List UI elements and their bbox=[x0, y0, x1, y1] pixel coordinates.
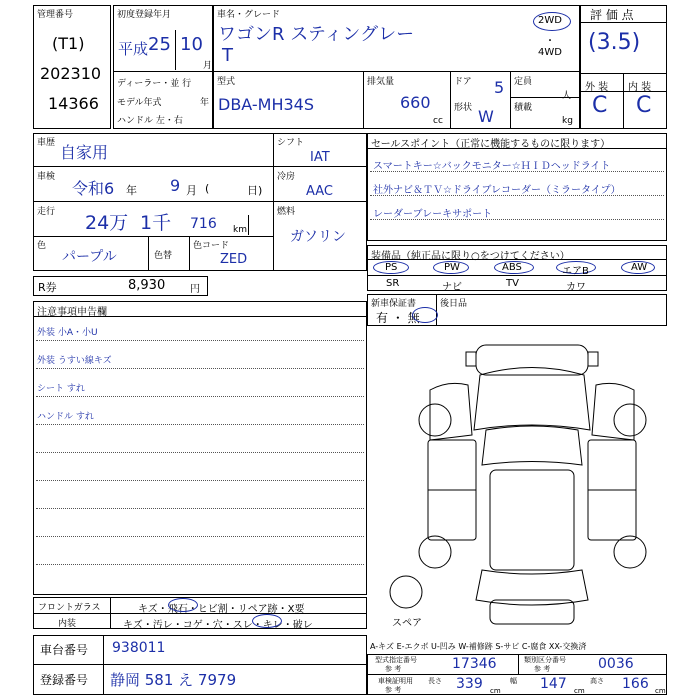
interior-damage-label: 内装 bbox=[58, 619, 77, 629]
displacement-value: 660 bbox=[400, 93, 431, 112]
first-reg-month: 10 bbox=[180, 34, 203, 55]
note-line: ハンドル すれ bbox=[37, 412, 94, 422]
inspection-era: 令和6 bbox=[72, 179, 115, 198]
first-reg-era: 平成 bbox=[118, 40, 149, 58]
mgmt-label: 管理番号 bbox=[37, 10, 74, 20]
class-label: 類別区分番号 bbox=[524, 656, 566, 664]
notes-title: 注意事項申告欄 bbox=[37, 307, 107, 318]
mileage-sen: 1千 bbox=[140, 212, 172, 234]
first-reg-year: 25 bbox=[148, 34, 171, 55]
exterior-grade: C bbox=[592, 93, 608, 118]
mileage-man: 24万 bbox=[85, 212, 129, 234]
car-grade: T bbox=[222, 45, 233, 66]
load-label: 積載 bbox=[514, 103, 533, 113]
cc-unit: cc bbox=[433, 116, 443, 126]
length-unit: cm bbox=[490, 687, 501, 695]
capacity-label: 定員 bbox=[514, 77, 533, 87]
front-glass-label: フロントガラス bbox=[38, 603, 101, 613]
scuff-circle bbox=[252, 614, 282, 628]
equip-leather: カワ bbox=[566, 282, 586, 293]
shape-value: W bbox=[478, 107, 494, 126]
first-reg-label: 初度登録年月 bbox=[117, 10, 172, 20]
type-designation-sub: 参 考 bbox=[385, 665, 402, 673]
shape-label: 形状 bbox=[454, 103, 473, 113]
model-year-unit: 年 bbox=[200, 98, 210, 108]
height-label: 高さ bbox=[590, 677, 604, 685]
exterior-label: 外 装 bbox=[585, 82, 609, 93]
registration-value: 静岡 581 え 7979 bbox=[110, 671, 237, 689]
color-value: パープル bbox=[62, 249, 117, 265]
interior-label: 内 装 bbox=[628, 82, 652, 93]
model-year-label: モデル年式 bbox=[117, 98, 162, 108]
registration-label: 登録番号 bbox=[40, 673, 89, 687]
score-label: 評 価 点 bbox=[590, 8, 634, 22]
chassis-label: 車台番号 bbox=[40, 643, 89, 657]
front-glass-value: キズ・飛石・ヒビ割・リペア跡・X要 bbox=[138, 604, 305, 615]
car-diagram bbox=[368, 330, 667, 630]
door-label: ドア bbox=[454, 77, 472, 87]
class-value: 0036 bbox=[598, 656, 634, 672]
equipment-title: 装備品（純正品に限り○をつけてください） bbox=[371, 251, 570, 262]
sales-points-title: セールスポイント（正常に機能するものに限ります） bbox=[371, 139, 611, 150]
month-unit: 月 bbox=[203, 61, 213, 71]
mileage-rest: 716 bbox=[190, 216, 217, 232]
cert-sub: 参 考 bbox=[385, 686, 402, 694]
drive-2wd: 2WD bbox=[538, 15, 562, 26]
damage-legend: A-キズ E-エクボ U-凹み W-補修跡 S-サビ C-腐食 XX-交換済 bbox=[370, 642, 587, 651]
mgmt-code: (T1) bbox=[52, 34, 85, 53]
dealer-label: ディーラー・並 行 bbox=[117, 79, 192, 89]
type-designation-value: 17346 bbox=[452, 656, 497, 672]
inspection-month-unit: 月 bbox=[186, 184, 197, 197]
equip-navi: ナビ bbox=[442, 282, 462, 293]
equip-airbag: エアB bbox=[562, 266, 589, 277]
color-code-value: ZED bbox=[220, 252, 248, 267]
type-label: 型式 bbox=[217, 77, 236, 87]
notes-box bbox=[33, 301, 367, 595]
stone-chip-circle bbox=[168, 598, 198, 612]
inspection-day-open: ( bbox=[205, 182, 210, 195]
mgmt-num2: 14366 bbox=[48, 94, 99, 113]
equip-sr: SR bbox=[386, 278, 400, 289]
width-label: 幅 bbox=[510, 677, 517, 685]
inspection-label: 車検 bbox=[37, 172, 56, 182]
recycle-value: 8,930 bbox=[128, 278, 166, 293]
recycle-label: R券 bbox=[38, 281, 57, 294]
spare-label: スペア bbox=[392, 618, 422, 629]
color-label: 色 bbox=[37, 241, 47, 251]
interior-grade: C bbox=[636, 93, 652, 118]
mileage-label: 走行 bbox=[37, 207, 56, 217]
sales-point-line: レーダーブレーキサポート bbox=[373, 209, 493, 220]
capacity-unit: 人 bbox=[562, 91, 572, 101]
ac-label: 冷房 bbox=[277, 172, 296, 182]
chassis-value: 938011 bbox=[112, 640, 166, 656]
fuel-label: 燃料 bbox=[277, 207, 296, 217]
width-value: 147 bbox=[540, 676, 567, 692]
width-unit: cm bbox=[574, 687, 585, 695]
note-line: 外装 うすい線キズ bbox=[37, 356, 112, 366]
color-code-label: 色コード bbox=[193, 241, 230, 251]
warranty-value: 有 ・ 無 bbox=[376, 311, 420, 325]
handle-label: ハンドル 左・右 bbox=[117, 116, 183, 126]
later-items-label: 後日品 bbox=[440, 299, 468, 309]
equip-abs: ABS bbox=[502, 262, 522, 273]
load-unit: kg bbox=[562, 116, 573, 126]
interior-damage-value: キズ・汚レ・コゲ・穴・スレ・キレ・破レ bbox=[123, 620, 313, 631]
inspection-year-unit: 年 bbox=[126, 184, 137, 197]
type-value: DBA-MH34S bbox=[218, 95, 315, 114]
mgmt-num1: 202310 bbox=[40, 64, 102, 83]
length-value: 339 bbox=[456, 676, 483, 692]
type-designation-label: 型式指定番号 bbox=[375, 656, 417, 664]
car-name-label: 車名・グレード bbox=[217, 10, 281, 20]
note-line: 外装 小A・小U bbox=[37, 328, 98, 338]
warranty-label: 新車保証書 bbox=[371, 299, 417, 309]
cert-label: 車検証明用 bbox=[378, 677, 413, 685]
inspection-day-unit: 日) bbox=[247, 184, 263, 197]
ac-value: AAC bbox=[306, 184, 333, 199]
warranty-none-circle bbox=[412, 307, 438, 323]
door-value: 5 bbox=[494, 78, 505, 97]
recycle-unit: 円 bbox=[190, 284, 200, 295]
height-value: 166 bbox=[622, 676, 649, 692]
recycle-box bbox=[33, 276, 208, 296]
length-label: 長さ bbox=[428, 677, 442, 685]
class-sub: 参 考 bbox=[534, 665, 551, 673]
sales-point-line: スマートキー☆バックモニター☆ＨＩＤヘッドライト bbox=[373, 161, 611, 172]
km-unit: km bbox=[233, 225, 247, 235]
repaint-label: 色替 bbox=[154, 251, 173, 261]
inspection-month: 9 bbox=[170, 176, 181, 195]
fuel-value: ガソリン bbox=[290, 229, 346, 245]
equip-aw: AW bbox=[631, 262, 648, 273]
equip-tv: TV bbox=[506, 278, 519, 289]
registration-box bbox=[113, 5, 213, 129]
sales-point-line: 社外ナビ＆ＴＶ☆ドライブレコーダー（ミラータイプ） bbox=[373, 185, 621, 196]
drive-4wd: 4WD bbox=[538, 47, 562, 58]
history-value: 自家用 bbox=[60, 143, 109, 162]
equip-ps: PS bbox=[385, 262, 398, 273]
shift-label: シフト bbox=[277, 138, 305, 148]
note-line: シート すれ bbox=[37, 384, 85, 394]
shift-value: IAT bbox=[310, 150, 330, 165]
car-name: ワゴンR スティングレー bbox=[218, 24, 415, 45]
drive-dot: ・ bbox=[545, 36, 555, 47]
displacement-label: 排気量 bbox=[367, 77, 395, 87]
score-value: (3.5) bbox=[588, 30, 641, 55]
height-unit: cm bbox=[655, 687, 666, 695]
history-label: 車歴 bbox=[37, 138, 56, 148]
equip-pw: PW bbox=[444, 262, 460, 273]
